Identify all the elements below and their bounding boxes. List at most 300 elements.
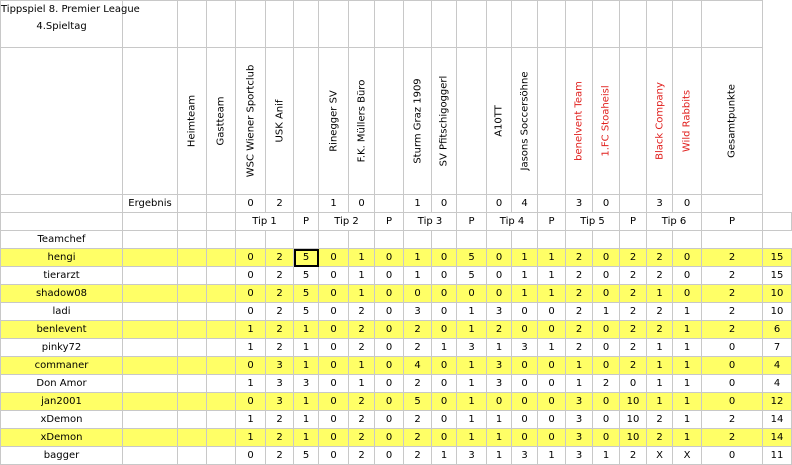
tip-cell[interactable]: 0 — [432, 375, 457, 393]
tip-cell[interactable]: 0 — [593, 249, 620, 267]
cell[interactable] — [123, 429, 178, 447]
header-gesamtpunkte[interactable] — [702, 48, 763, 195]
gesamtpunkte-cell[interactable]: 10 — [763, 303, 792, 321]
heimteam-cell[interactable] — [178, 411, 207, 429]
p-label[interactable]: P — [294, 213, 319, 231]
tip-cell[interactable]: 2 — [566, 303, 593, 321]
points-cell[interactable]: 0 — [375, 375, 404, 393]
heimteam-cell[interactable] — [178, 321, 207, 339]
cell[interactable] — [266, 231, 294, 249]
heimteam-cell[interactable] — [178, 357, 207, 375]
ergebnis-label[interactable]: Ergebnis — [123, 195, 178, 213]
ergebnis-cell[interactable]: 1 — [404, 195, 432, 213]
teamchef-name[interactable]: Don Amor — [1, 375, 123, 393]
cell[interactable] — [538, 231, 566, 249]
tip-cell[interactable]: 1 — [487, 429, 512, 447]
tip-cell[interactable]: 0 — [593, 285, 620, 303]
points-cell[interactable]: 0 — [538, 429, 566, 447]
tip-cell[interactable]: 3 — [266, 393, 294, 411]
tip-cell[interactable]: 1 — [566, 357, 593, 375]
tip-cell[interactable]: 2 — [266, 249, 294, 267]
points-cell[interactable]: 0 — [375, 447, 404, 465]
tip-cell[interactable]: 1 — [349, 375, 375, 393]
tip-cell[interactable]: 2 — [566, 249, 593, 267]
tip-cell[interactable]: 0 — [319, 249, 349, 267]
points-cell[interactable]: 0 — [375, 393, 404, 411]
p-label[interactable]: P — [375, 213, 404, 231]
tip-cell[interactable]: 3 — [566, 447, 593, 465]
points-cell[interactable]: 2 — [620, 303, 647, 321]
cell[interactable] — [566, 1, 593, 48]
tip-1-label[interactable]: Tip 1 — [236, 213, 294, 231]
tip-cell[interactable]: 0 — [432, 393, 457, 411]
tip-cell[interactable]: 1 — [673, 339, 702, 357]
points-cell[interactable]: 1 — [457, 375, 487, 393]
points-cell[interactable]: 1 — [457, 411, 487, 429]
cell[interactable] — [178, 213, 207, 231]
points-cell[interactable]: 2 — [702, 429, 763, 447]
points-cell[interactable]: 5 — [294, 303, 319, 321]
tip-cell[interactable]: 3 — [404, 303, 432, 321]
gesamtpunkte-cell[interactable]: 15 — [763, 267, 792, 285]
tip-cell[interactable]: 1 — [566, 375, 593, 393]
tip-cell[interactable]: 0 — [593, 267, 620, 285]
p-label[interactable]: P — [620, 213, 647, 231]
points-cell[interactable]: 2 — [702, 249, 763, 267]
cell[interactable] — [702, 231, 763, 249]
points-cell[interactable]: 0 — [538, 411, 566, 429]
tip-cell[interactable]: 2 — [349, 321, 375, 339]
points-cell[interactable]: 0 — [702, 339, 763, 357]
points-cell[interactable]: 2 — [620, 447, 647, 465]
points-cell[interactable]: 0 — [375, 267, 404, 285]
gastteam-cell[interactable] — [207, 429, 236, 447]
ergebnis-cell[interactable]: 0 — [432, 195, 457, 213]
teamchef-name[interactable]: tierarzt — [1, 267, 123, 285]
tip-cell[interactable]: 1 — [647, 357, 673, 375]
cell[interactable] — [538, 1, 566, 48]
cell[interactable] — [647, 1, 673, 48]
tip-cell[interactable]: 0 — [236, 249, 266, 267]
header-heimteam[interactable] — [178, 48, 207, 195]
points-cell[interactable]: 1 — [457, 357, 487, 375]
gesamtpunkte-cell[interactable]: 7 — [763, 339, 792, 357]
heimteam-cell[interactable] — [178, 375, 207, 393]
tip-cell[interactable]: 5 — [404, 393, 432, 411]
points-cell[interactable]: 1 — [538, 339, 566, 357]
gastteam-cell[interactable] — [207, 393, 236, 411]
header-gastteam[interactable] — [207, 48, 236, 195]
gesamtpunkte-cell[interactable]: 15 — [763, 249, 792, 267]
points-cell[interactable]: 2 — [702, 303, 763, 321]
cell[interactable] — [178, 1, 207, 48]
tip-cell[interactable]: 3 — [566, 411, 593, 429]
tip-cell[interactable]: 1 — [432, 447, 457, 465]
points-cell[interactable]: 0 — [538, 321, 566, 339]
points-cell[interactable]: 5 — [294, 285, 319, 303]
tip-cell[interactable]: 0 — [593, 321, 620, 339]
points-cell[interactable]: 2 — [620, 285, 647, 303]
points-cell[interactable]: 0 — [538, 393, 566, 411]
points-cell[interactable]: 5 — [457, 267, 487, 285]
cell[interactable] — [123, 375, 178, 393]
tip-cell[interactable]: 0 — [432, 357, 457, 375]
tip-cell[interactable]: 2 — [404, 321, 432, 339]
tip-cell[interactable]: 3 — [512, 339, 538, 357]
gesamtpunkte-cell[interactable]: 6 — [763, 321, 792, 339]
tip-cell[interactable]: 2 — [349, 303, 375, 321]
tip-cell[interactable]: 1 — [512, 267, 538, 285]
tip-cell[interactable]: 2 — [487, 321, 512, 339]
ergebnis-cell[interactable]: 0 — [236, 195, 266, 213]
cell[interactable] — [538, 195, 566, 213]
tip-cell[interactable]: 2 — [266, 339, 294, 357]
tip-cell[interactable]: 2 — [647, 429, 673, 447]
tip-cell[interactable]: X — [647, 447, 673, 465]
tip-cell[interactable]: 0 — [319, 411, 349, 429]
points-cell[interactable]: 10 — [620, 393, 647, 411]
tip-cell[interactable]: 0 — [319, 429, 349, 447]
gastteam-cell[interactable] — [207, 375, 236, 393]
tip-cell[interactable]: 0 — [487, 393, 512, 411]
tip-cell[interactable]: 0 — [673, 249, 702, 267]
cell[interactable] — [702, 195, 763, 213]
tip-cell[interactable]: 0 — [236, 285, 266, 303]
cell[interactable] — [487, 1, 512, 48]
cell[interactable] — [123, 231, 178, 249]
cell[interactable] — [457, 231, 487, 249]
points-cell[interactable]: 1 — [538, 249, 566, 267]
teamchef-name[interactable]: bagger — [1, 447, 123, 465]
points-cell[interactable]: 5 — [457, 249, 487, 267]
cell[interactable] — [123, 447, 178, 465]
header-team-9[interactable] — [566, 48, 593, 195]
tip-cell[interactable]: 2 — [349, 447, 375, 465]
teamchef-name[interactable]: commaner — [1, 357, 123, 375]
tip-cell[interactable]: 1 — [236, 339, 266, 357]
tip-cell[interactable]: 0 — [319, 375, 349, 393]
tip-cell[interactable]: 0 — [512, 375, 538, 393]
tip-cell[interactable]: 0 — [512, 303, 538, 321]
points-cell[interactable]: 2 — [702, 411, 763, 429]
cell[interactable] — [207, 231, 236, 249]
cell[interactable] — [123, 285, 178, 303]
tip-cell[interactable]: 1 — [593, 447, 620, 465]
tip-cell[interactable]: 0 — [512, 411, 538, 429]
teamchef-name[interactable]: pinky72 — [1, 339, 123, 357]
heimteam-cell[interactable] — [178, 429, 207, 447]
gastteam-cell[interactable] — [207, 339, 236, 357]
cell[interactable] — [123, 213, 178, 231]
heimteam-cell[interactable] — [178, 267, 207, 285]
cell[interactable] — [294, 48, 319, 195]
points-cell[interactable]: 1 — [457, 321, 487, 339]
points-cell[interactable]: 2 — [620, 249, 647, 267]
tip-cell[interactable]: 2 — [349, 411, 375, 429]
gastteam-cell[interactable] — [207, 447, 236, 465]
cell[interactable] — [763, 213, 792, 231]
cell[interactable] — [123, 339, 178, 357]
gesamtpunkte-cell[interactable]: 10 — [763, 285, 792, 303]
gastteam-cell[interactable] — [207, 285, 236, 303]
tip-cell[interactable]: 0 — [319, 393, 349, 411]
points-cell[interactable]: 0 — [375, 339, 404, 357]
tip-cell[interactable]: 2 — [404, 375, 432, 393]
teamchef-name[interactable]: shadow08 — [1, 285, 123, 303]
cell[interactable] — [566, 231, 593, 249]
cell[interactable] — [123, 321, 178, 339]
points-cell[interactable]: 0 — [702, 375, 763, 393]
cell[interactable] — [236, 231, 266, 249]
cell[interactable] — [512, 231, 538, 249]
tip-cell[interactable]: 0 — [593, 411, 620, 429]
tip-cell[interactable]: 3 — [266, 357, 294, 375]
tip-cell[interactable]: 2 — [266, 285, 294, 303]
tip-cell[interactable]: 1 — [593, 303, 620, 321]
tip-cell[interactable]: 2 — [647, 411, 673, 429]
cell[interactable] — [702, 1, 763, 48]
cell[interactable] — [349, 231, 375, 249]
points-cell[interactable]: 3 — [457, 339, 487, 357]
cell[interactable] — [1, 48, 123, 195]
tip-cell[interactable]: 1 — [673, 357, 702, 375]
cell[interactable] — [457, 1, 487, 48]
ergebnis-cell[interactable]: 3 — [566, 195, 593, 213]
points-cell[interactable]: 1 — [294, 429, 319, 447]
points-cell[interactable]: 2 — [620, 339, 647, 357]
tip-6-label[interactable]: Tip 6 — [647, 213, 702, 231]
tip-cell[interactable]: 3 — [566, 429, 593, 447]
points-cell[interactable]: 0 — [538, 375, 566, 393]
p-label[interactable]: P — [702, 213, 763, 231]
tip-cell[interactable]: 1 — [647, 339, 673, 357]
cell[interactable] — [620, 195, 647, 213]
cell[interactable] — [620, 48, 647, 195]
tip-cell[interactable]: 1 — [236, 429, 266, 447]
tip-cell[interactable]: 1 — [673, 321, 702, 339]
points-cell[interactable]: 0 — [375, 429, 404, 447]
points-cell[interactable]: 0 — [620, 375, 647, 393]
header-team-1[interactable] — [236, 48, 266, 195]
cell[interactable] — [207, 195, 236, 213]
header-team-4[interactable] — [349, 48, 375, 195]
tip-cell[interactable]: 2 — [566, 339, 593, 357]
cell[interactable] — [647, 231, 673, 249]
cell[interactable] — [487, 231, 512, 249]
teamchef-name[interactable]: ladi — [1, 303, 123, 321]
header-team-8[interactable] — [512, 48, 538, 195]
points-cell[interactable]: 0 — [375, 285, 404, 303]
gesamtpunkte-cell[interactable]: 12 — [763, 393, 792, 411]
gastteam-cell[interactable] — [207, 411, 236, 429]
tip-cell[interactable]: 0 — [673, 267, 702, 285]
cell[interactable] — [512, 1, 538, 48]
points-cell[interactable]: 2 — [702, 267, 763, 285]
points-cell[interactable]: 1 — [294, 339, 319, 357]
tip-cell[interactable]: X — [673, 447, 702, 465]
tip-cell[interactable]: 3 — [487, 303, 512, 321]
points-cell[interactable]: 0 — [375, 303, 404, 321]
points-cell[interactable]: 10 — [620, 429, 647, 447]
tip-cell[interactable]: 0 — [236, 357, 266, 375]
cell[interactable] — [593, 231, 620, 249]
points-cell[interactable]: 0 — [457, 285, 487, 303]
points-cell[interactable]: 2 — [702, 321, 763, 339]
tip-cell[interactable]: 2 — [404, 339, 432, 357]
tip-cell[interactable]: 1 — [487, 339, 512, 357]
cell[interactable] — [1, 195, 123, 213]
points-cell[interactable]: 1 — [457, 393, 487, 411]
points-cell[interactable]: 0 — [702, 393, 763, 411]
tip-5-label[interactable]: Tip 5 — [566, 213, 620, 231]
gesamtpunkte-cell[interactable]: 14 — [763, 429, 792, 447]
cell[interactable] — [123, 48, 178, 195]
header-team-5[interactable] — [404, 48, 432, 195]
points-cell[interactable]: 1 — [294, 321, 319, 339]
tip-cell[interactable]: 0 — [319, 357, 349, 375]
tip-cell[interactable]: 2 — [647, 321, 673, 339]
ergebnis-cell[interactable]: 2 — [266, 195, 294, 213]
tip-cell[interactable]: 1 — [512, 285, 538, 303]
tip-cell[interactable]: 2 — [566, 321, 593, 339]
cell[interactable] — [457, 195, 487, 213]
cell[interactable] — [404, 1, 432, 48]
heimteam-cell[interactable] — [178, 303, 207, 321]
points-cell[interactable]: 0 — [375, 411, 404, 429]
tip-cell[interactable]: 0 — [487, 249, 512, 267]
cell[interactable] — [620, 1, 647, 48]
cell[interactable] — [538, 48, 566, 195]
points-cell[interactable]: 5 — [294, 249, 319, 267]
tip-cell[interactable]: 2 — [349, 339, 375, 357]
cell[interactable] — [375, 48, 404, 195]
cell[interactable] — [294, 1, 319, 48]
tip-cell[interactable]: 0 — [512, 321, 538, 339]
tip-cell[interactable]: 1 — [673, 393, 702, 411]
points-cell[interactable]: 5 — [294, 447, 319, 465]
points-cell[interactable]: 0 — [702, 357, 763, 375]
cell[interactable] — [123, 249, 178, 267]
tip-cell[interactable]: 3 — [512, 447, 538, 465]
tip-cell[interactable]: 0 — [432, 285, 457, 303]
header-team-10[interactable] — [593, 48, 620, 195]
cell[interactable] — [620, 231, 647, 249]
gastteam-cell[interactable] — [207, 303, 236, 321]
ergebnis-cell[interactable]: 3 — [647, 195, 673, 213]
tip-cell[interactable]: 1 — [673, 375, 702, 393]
cell[interactable] — [673, 1, 702, 48]
header-team-12[interactable] — [673, 48, 702, 195]
tip-cell[interactable]: 1 — [647, 375, 673, 393]
tip-cell[interactable]: 3 — [566, 393, 593, 411]
tip-cell[interactable]: 1 — [647, 285, 673, 303]
tip-cell[interactable]: 2 — [349, 393, 375, 411]
p-label[interactable]: P — [538, 213, 566, 231]
points-cell[interactable]: 2 — [620, 321, 647, 339]
points-cell[interactable]: 2 — [620, 267, 647, 285]
cell[interactable] — [178, 231, 207, 249]
points-cell[interactable]: 1 — [294, 393, 319, 411]
teamchef-name[interactable]: benlevent — [1, 321, 123, 339]
points-cell[interactable]: 3 — [294, 375, 319, 393]
tip-cell[interactable]: 1 — [673, 429, 702, 447]
tip-cell[interactable]: 2 — [266, 447, 294, 465]
tip-cell[interactable]: 2 — [647, 249, 673, 267]
tip-cell[interactable]: 1 — [432, 339, 457, 357]
header-team-2[interactable] — [266, 48, 294, 195]
tip-cell[interactable]: 0 — [319, 321, 349, 339]
cell[interactable] — [207, 1, 236, 48]
tip-cell[interactable]: 2 — [266, 267, 294, 285]
tip-cell[interactable]: 0 — [512, 429, 538, 447]
ergebnis-cell[interactable]: 0 — [593, 195, 620, 213]
cell[interactable] — [123, 267, 178, 285]
cell[interactable] — [123, 357, 178, 375]
gastteam-cell[interactable] — [207, 267, 236, 285]
cell[interactable] — [123, 393, 178, 411]
points-cell[interactable]: 0 — [375, 357, 404, 375]
tip-cell[interactable]: 1 — [487, 411, 512, 429]
tip-3-label[interactable]: Tip 3 — [404, 213, 457, 231]
tip-cell[interactable]: 0 — [319, 303, 349, 321]
ergebnis-cell[interactable]: 0 — [349, 195, 375, 213]
tip-cell[interactable]: 2 — [593, 375, 620, 393]
cell[interactable] — [294, 231, 319, 249]
tip-cell[interactable]: 0 — [593, 357, 620, 375]
points-cell[interactable]: 1 — [294, 357, 319, 375]
tip-cell[interactable]: 0 — [593, 393, 620, 411]
points-cell[interactable]: 5 — [294, 267, 319, 285]
cell[interactable] — [236, 1, 266, 48]
cell[interactable] — [432, 1, 457, 48]
tip-cell[interactable]: 2 — [566, 285, 593, 303]
cell[interactable] — [375, 231, 404, 249]
header-team-11[interactable] — [647, 48, 673, 195]
p-label[interactable]: P — [457, 213, 487, 231]
points-cell[interactable]: 0 — [702, 447, 763, 465]
gesamtpunkte-cell[interactable]: 14 — [763, 411, 792, 429]
teamchef-label[interactable]: Teamchef — [1, 231, 123, 249]
teamchef-name[interactable]: jan2001 — [1, 393, 123, 411]
tip-cell[interactable]: 3 — [487, 357, 512, 375]
cell[interactable] — [1, 213, 123, 231]
points-cell[interactable]: 2 — [620, 357, 647, 375]
tip-cell[interactable]: 1 — [487, 447, 512, 465]
cell[interactable] — [349, 1, 375, 48]
tip-cell[interactable]: 1 — [236, 375, 266, 393]
cell[interactable] — [404, 231, 432, 249]
heimteam-cell[interactable] — [178, 393, 207, 411]
gesamtpunkte-cell[interactable]: 4 — [763, 357, 792, 375]
tip-cell[interactable]: 0 — [236, 393, 266, 411]
cell[interactable] — [319, 231, 349, 249]
points-cell[interactable]: 0 — [375, 321, 404, 339]
cell[interactable] — [319, 1, 349, 48]
heimteam-cell[interactable] — [178, 447, 207, 465]
tip-cell[interactable]: 2 — [404, 429, 432, 447]
cell[interactable] — [375, 1, 404, 48]
tip-cell[interactable]: 2 — [266, 321, 294, 339]
cell[interactable] — [123, 411, 178, 429]
tip-cell[interactable]: 1 — [349, 285, 375, 303]
gesamtpunkte-cell[interactable]: 11 — [763, 447, 792, 465]
tip-cell[interactable]: 1 — [404, 249, 432, 267]
tip-cell[interactable]: 2 — [266, 303, 294, 321]
ergebnis-cell[interactable]: 4 — [512, 195, 538, 213]
tip-cell[interactable]: 2 — [404, 447, 432, 465]
tip-cell[interactable]: 1 — [512, 249, 538, 267]
points-cell[interactable]: 1 — [538, 285, 566, 303]
